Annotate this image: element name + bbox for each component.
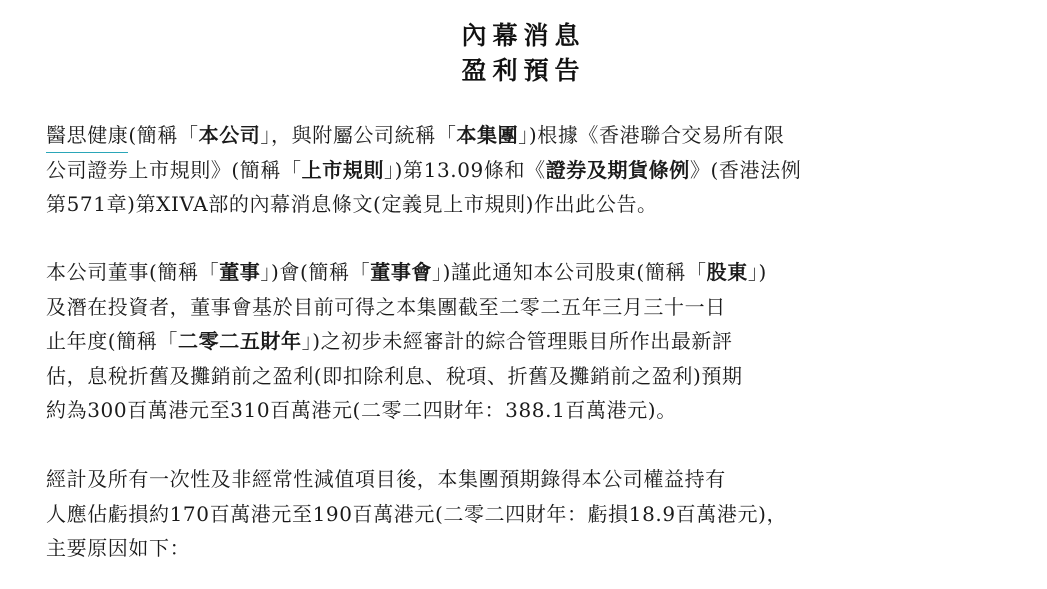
text-run: 》(香港法例 bbox=[689, 157, 802, 182]
defined-term: 上市規則 bbox=[301, 157, 385, 182]
paragraph-line bbox=[46, 118, 1011, 153]
defined-term: 董事 bbox=[219, 260, 261, 284]
paragraph-line: 人應佔虧損約170百萬港元至190百萬港元(二零二四財年：虧損18.9百萬港元)， bbox=[46, 501, 788, 526]
text-run: 」)之初步未經審計的綜合管理賬目所作出最新評 bbox=[301, 329, 733, 353]
paragraph-line: 估，息稅折舊及攤銷前之盈利(即扣除利息、稅項、折舊及攤銷前之盈利)預期 bbox=[46, 363, 743, 388]
title-inside-information: 內幕消息 bbox=[461, 21, 586, 50]
paragraph-ebitda-estimate bbox=[46, 255, 1011, 428]
text-run: 」)第13.09條和《 bbox=[384, 157, 546, 182]
paragraph-line: 約為300百萬港元至310百萬港元(二零二四財年：388.1百萬港元)。 bbox=[46, 398, 677, 422]
text-run: (簡稱「 bbox=[128, 123, 199, 147]
defined-term: 本公司 bbox=[198, 123, 261, 147]
text-run: 」)謹此通知本公司股東(簡稱「 bbox=[432, 260, 707, 284]
paragraph-line bbox=[46, 255, 1011, 290]
text-run: 」)會(簡稱「 bbox=[260, 260, 371, 284]
defined-term: 本集團 bbox=[456, 123, 519, 147]
paragraph-introduction bbox=[46, 118, 1011, 222]
paragraph-loss-estimate bbox=[46, 462, 1011, 566]
company-name-link[interactable]: 醫思健康 bbox=[46, 118, 128, 153]
paragraph-line: 及潛在投資者，董事會基於目前可得之本集團截至二零二五年三月三十一日 bbox=[46, 294, 726, 319]
text-run: 公司證券上市規則》(簡稱「 bbox=[46, 157, 302, 182]
text-run: 」，與附屬公司統稱「 bbox=[260, 123, 457, 147]
paragraph-line: 主要原因如下： bbox=[46, 536, 191, 560]
defined-term: 證券及期貨條例 bbox=[545, 157, 690, 182]
text-run: 止年度(簡稱「 bbox=[46, 329, 179, 353]
title-profit-warning: 盈利預告 bbox=[461, 56, 586, 85]
paragraph-line: 第571章)第XIVA部的內幕消息條文(定義見上市規則)作出此公告。 bbox=[46, 192, 658, 216]
defined-term: 董事會 bbox=[370, 260, 433, 284]
text-run: 」) bbox=[747, 260, 767, 284]
paragraph-line bbox=[46, 153, 1011, 188]
defined-term: 股東 bbox=[706, 260, 748, 284]
announcement-title bbox=[0, 18, 1047, 88]
paragraph-line: 經計及所有一次性及非經常性減值項目後，本集團預期錄得本公司權益持有 bbox=[46, 467, 726, 491]
paragraph-line bbox=[46, 324, 1011, 359]
text-run: 本公司董事(簡稱「 bbox=[46, 260, 220, 284]
defined-term: 二零二五財年 bbox=[178, 329, 302, 353]
text-run: 」)根據《香港聯合交易所有限 bbox=[518, 123, 785, 147]
